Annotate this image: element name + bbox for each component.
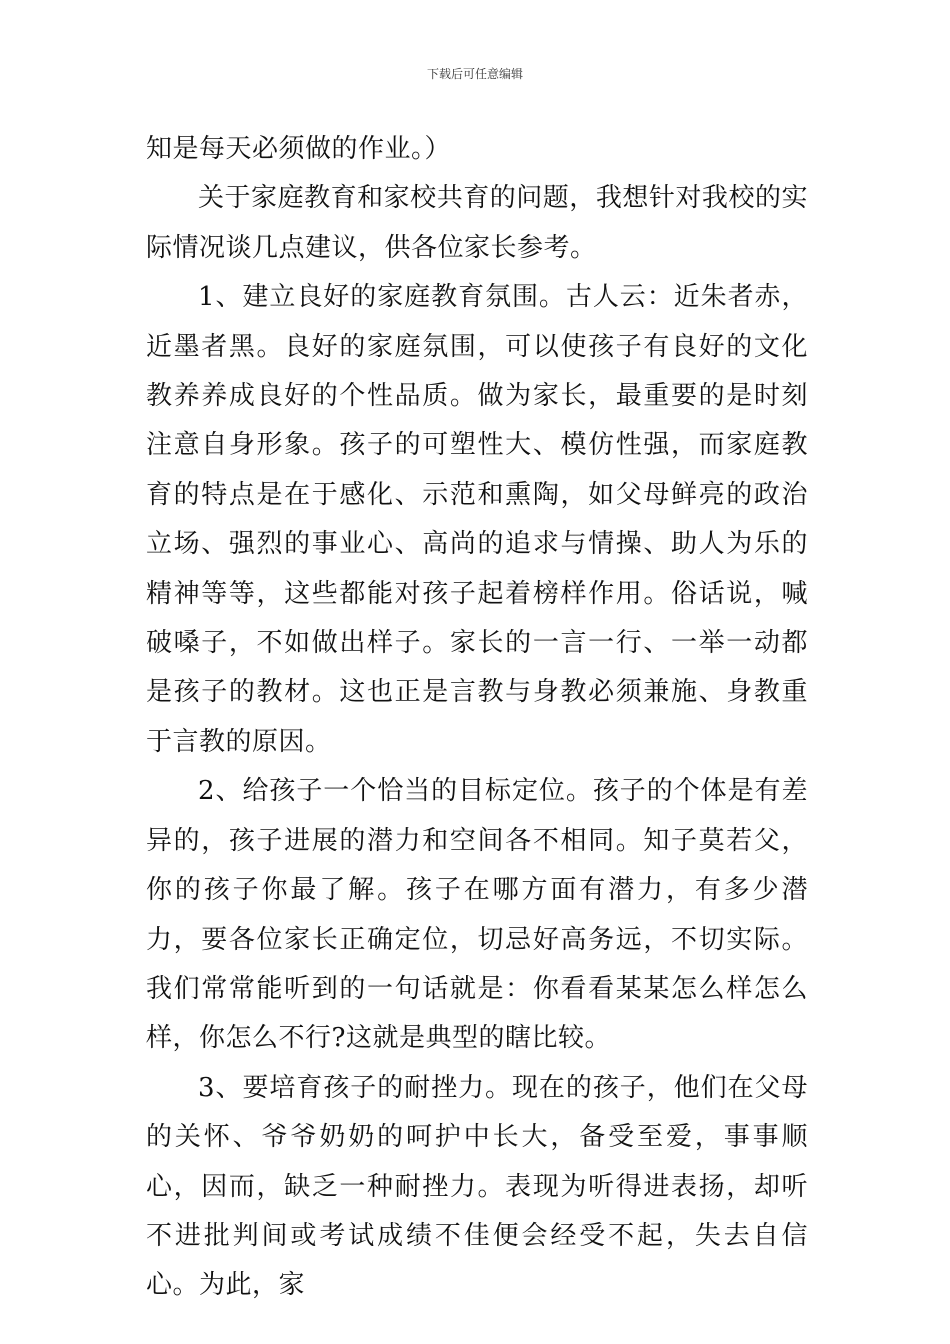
paragraph-point-2: 2、给孩子一个恰当的目标定位。孩子的个体是有差异的，孩子进展的潜力和空间各不相同。知子莫若父，你的孩子你最了解。孩子在哪方面有潜力，有多少潜力，要各位家长正确定位，切忌好高务远，不切实际。我们常常能听到的一句话就是：你看看某某怎么样怎么样，你怎么不行?这就是典型的瞎比较。 <box>146 776 808 1054</box>
paragraph-point-3: 3、要培育孩子的耐挫力。现在的孩子，他们在父母的关怀、爷爷奶奶的呵护中长大，备受至爱，事事顺心，因而，缺乏一种耐挫力。表现为听得进表扬，却听不进批判间或考试成绩不佳便会经受不起，失去自信心。为此，家 <box>146 1072 808 1301</box>
paragraph-intro: 关于家庭教育和家校共育的问题，我想针对我校的实际情况谈几点建议，供各位家长参考。 <box>146 183 808 263</box>
document-body <box>146 125 808 1311</box>
page-header: 下载后可任意编辑 <box>426 67 523 81</box>
paragraph-point-1: 1、建立良好的家庭教育氛围。古人云：近朱者赤，近墨者黑。良好的家庭氛围，可以使孩子有良好的文化教养养成良好的个性品质。做为家长，最重要的是时刻注意自身形象。孩子的可塑性大、模仿性强，而家庭教育的特点是在于感化、示范和熏陶，如父母鲜亮的政治立场、强烈的事业心、高尚的追求与情操、助人为乐的精神等等，这些都能对孩子起着榜样作用。俗话说，喊破嗓子，不如做出样子。家长的一言一行、一举一动都是孩子的教材。这也正是言教与身教必须兼施、身教重于言教的原因。 <box>146 282 808 757</box>
paragraph-continuation: 知是每天必须做的作业。） <box>146 134 452 164</box>
